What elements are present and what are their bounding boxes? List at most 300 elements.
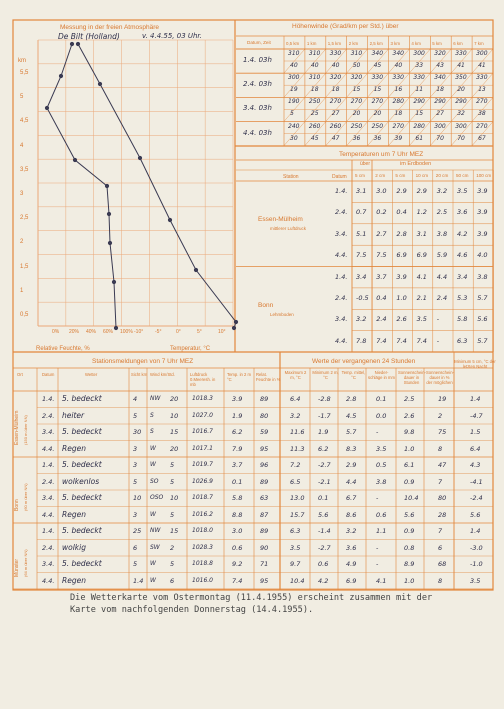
past-value: 0.9 xyxy=(404,477,415,486)
wind-direction-value: 280 xyxy=(413,122,425,130)
wind-speed-value: 13 xyxy=(478,86,486,94)
x-tick-humidity: 20% xyxy=(69,329,80,335)
soil-group-air: über xyxy=(360,161,371,167)
wind-direction-value: 350 xyxy=(455,74,467,82)
wind-speed-value: 45 xyxy=(310,134,319,142)
soil-row-date: 3.4. xyxy=(335,229,348,238)
wind-direction-value: 300 xyxy=(413,50,425,57)
past-value: -4.1 xyxy=(470,477,483,486)
obs-visibility: 3 xyxy=(133,444,138,453)
profile-point xyxy=(105,184,108,187)
wind-direction-value: 290 xyxy=(455,98,467,106)
soil-temperature-value: 3.4 xyxy=(457,272,468,281)
past-value: 3.2 xyxy=(346,527,357,535)
obs-place-altitude: (150 m über NN) xyxy=(23,415,28,445)
caption xyxy=(70,592,490,616)
obs-humidity: 87 xyxy=(260,510,269,519)
soil-temperature-value: 2.6 xyxy=(396,315,407,324)
wind-speed-value: 20 xyxy=(457,86,465,94)
profile-title: Messung in der freien Atmosphäre xyxy=(60,24,159,31)
obs-date: 2.4. xyxy=(42,543,55,552)
past-value: 2.6 xyxy=(404,411,415,420)
obs-col-header: Wind km/Std. xyxy=(150,372,175,377)
obs-pressure: 1016.2 xyxy=(192,510,213,518)
obs-pressure: 1019.7 xyxy=(192,461,213,468)
caption-line-2: Karte vom nachfolgenden Donnerstag (14.4.1955). xyxy=(70,605,314,615)
past-value: 3.2 xyxy=(290,411,301,420)
soil-row-date: 2.4. xyxy=(335,208,348,217)
past-value: 75 xyxy=(438,428,447,436)
soil-temperature-value: 6.3 xyxy=(457,336,468,345)
soil-temperature-value: 4.0 xyxy=(477,251,488,260)
wind-row-date: 2.4. 03h xyxy=(243,80,272,89)
wind-speed-value: 15 xyxy=(373,86,382,94)
soil-col-header: 20 cm xyxy=(435,173,449,178)
past-value: 6.9 xyxy=(346,576,357,585)
obs-pressure: 1028.3 xyxy=(192,543,213,551)
obs-date: 2.4. xyxy=(42,411,55,420)
obs-pressure: 1018.3 xyxy=(192,395,213,402)
obs-col-header: Sicht km xyxy=(131,372,148,377)
wind-speed-value: 39 xyxy=(394,134,403,142)
wind-speed-value: 41 xyxy=(457,62,465,69)
wind-speed-value: 27 xyxy=(331,110,340,118)
obs-wind-direction: W xyxy=(150,576,156,584)
profile-point xyxy=(112,280,115,283)
x-tick-humidity: 100% xyxy=(120,329,133,335)
soil-temperature-value: 2.4 xyxy=(376,315,387,324)
soil-temperature-value: 7.4 xyxy=(416,336,427,345)
obs-weather: 5. bedeckt xyxy=(62,526,102,535)
profile-xlabel-temperature: Temperatur, °C xyxy=(170,346,211,352)
wind-speed-value: 40 xyxy=(310,62,319,69)
soil-title: Temperaturen um 7 Uhr MEZ xyxy=(339,151,424,158)
obs-wind-speed: 5 xyxy=(170,510,175,519)
y-tick-label: 3,5 xyxy=(20,166,29,173)
obs-humidity: 89 xyxy=(260,477,269,486)
profile-xlabel-humidity: Relative Feuchte, % xyxy=(36,346,90,352)
past-value: 28 xyxy=(438,510,447,519)
wind-col-header: 6 km xyxy=(453,41,463,46)
soil-col-header: 10 cm xyxy=(415,173,429,178)
soil-station-sub: mittlerer Luftdruck xyxy=(270,226,307,231)
obs-visibility: 6 xyxy=(133,543,138,552)
wind-speed-value: 32 xyxy=(457,110,465,118)
past-value: 4.4 xyxy=(346,477,357,486)
obs-temperature: 0.1 xyxy=(232,477,243,486)
past-value: 10.4 xyxy=(404,494,419,502)
wind-direction-value: 290 xyxy=(434,98,446,106)
profile-point xyxy=(107,212,110,215)
y-tick-label: 1 xyxy=(20,287,24,294)
past-value: 8.9 xyxy=(404,560,415,568)
wind-speed-value: 30 xyxy=(290,134,298,142)
past-col-header: Sonnenschein-dauer in % der möglichen xyxy=(426,370,454,385)
wind-direction-value: 270 xyxy=(476,122,488,130)
soil-temperature-value: 5.8 xyxy=(457,315,468,324)
past-value: 0.8 xyxy=(404,543,415,552)
past-value: 4.1 xyxy=(376,576,387,585)
wind-direction-value: 270 xyxy=(329,98,342,106)
past-value: 2.9 xyxy=(346,461,357,469)
obs-weather: heiter xyxy=(62,410,85,420)
wind-speed-value: 45 xyxy=(373,62,382,69)
obs-date: 1.4. xyxy=(42,395,55,403)
temperature-curve xyxy=(78,44,236,328)
obs-wind-direction: S xyxy=(150,411,154,419)
past-value: 4.3 xyxy=(470,461,481,469)
wind-direction-value: 340 xyxy=(434,74,446,82)
obs-wind-speed: 15 xyxy=(170,527,179,535)
wind-col-header: 1 km xyxy=(306,41,317,46)
past-value: 7 xyxy=(438,477,443,486)
y-tick-label: 2 xyxy=(20,239,24,246)
obs-wind-speed: 10 xyxy=(170,411,179,420)
obs-visibility: 5 xyxy=(133,560,138,568)
profile-y-unit: km xyxy=(18,58,26,64)
past-value: 2 xyxy=(438,411,443,420)
obs-place-name: Münster xyxy=(14,558,20,577)
past-col-header: Sonnenschein-dauer in Stunden xyxy=(398,370,426,385)
wind-speed-value: 36 xyxy=(373,134,382,142)
y-tick-label: 5,5 xyxy=(20,70,29,76)
profile-station: De Bilt (Holland) xyxy=(58,32,120,41)
past-value: 19 xyxy=(438,395,447,403)
soil-temperature-value: 7.8 xyxy=(356,336,367,345)
obs-visibility: 10 xyxy=(133,494,142,502)
past-value: -2.7 xyxy=(318,461,331,469)
past-value: 6.1 xyxy=(404,461,415,469)
obs-temperature: 6.2 xyxy=(232,428,243,436)
past-value: 3.8 xyxy=(376,477,387,486)
profile-point xyxy=(234,320,237,323)
obs-weather: 5. bedeckt xyxy=(62,460,102,469)
profile-point xyxy=(108,241,111,244)
past-col-header: Temp. mittel, °C xyxy=(341,370,366,380)
wind-direction-value: 250 xyxy=(371,122,384,130)
soil-row-date: 4.4. xyxy=(335,336,348,345)
past-value: 4.5 xyxy=(346,411,357,420)
obs-place-name: Essen-Mülheim xyxy=(14,410,20,445)
obs-wind-speed: 10 xyxy=(170,494,179,502)
obs-pressure: 1016.7 xyxy=(192,428,213,435)
past-value: 5.7 xyxy=(346,428,357,436)
past-value: -1.0 xyxy=(470,560,483,568)
soil-temperature-value: 3.0 xyxy=(376,187,387,195)
wind-direction-value: 270 xyxy=(392,122,404,130)
wind-direction-value: 260 xyxy=(308,122,321,130)
soil-group-soil: im Erdboden xyxy=(400,161,432,167)
wind-direction-value: 300 xyxy=(455,122,467,130)
wind-direction-value: 330 xyxy=(455,50,467,57)
soil-temperature-value: 4.4 xyxy=(436,272,448,281)
obs-wind-direction: NW xyxy=(150,395,161,402)
past-value: 1.1 xyxy=(376,527,387,535)
wind-speed-value: 27 xyxy=(436,110,444,118)
past-value: 0.6 xyxy=(376,510,387,519)
soil-temperature-value: -0.5 xyxy=(356,293,369,302)
obs-visibility: 5 xyxy=(133,477,138,486)
soil-temperature-value: 2.5 xyxy=(436,208,448,217)
soil-temperature-value: 2.7 xyxy=(376,229,387,238)
soil-temperature-value: 6.9 xyxy=(416,251,427,260)
past-value: 68 xyxy=(438,560,447,568)
obs-visibility: 30 xyxy=(133,428,142,436)
soil-temperature-value: 0.2 xyxy=(376,208,387,217)
soil-temperature-value: 7.4 xyxy=(376,336,387,345)
profile-point xyxy=(45,106,48,109)
past-value: 10.4 xyxy=(290,576,305,585)
soil-temperature-value: 2.9 xyxy=(396,187,407,195)
soil-temperature-value: 7.4 xyxy=(396,336,407,345)
past-value: 7 xyxy=(438,527,443,535)
obs-date: 4.4. xyxy=(42,444,55,453)
soil-temperature-value: 5.9 xyxy=(436,251,448,260)
obs-date: 4.4. xyxy=(42,510,55,519)
wind-direction-value: 260 xyxy=(329,122,342,130)
wind-col-header-first: Datum, Zeit xyxy=(247,40,271,45)
obs-wind-direction: W xyxy=(150,510,156,518)
obs-humidity: 95 xyxy=(260,444,269,453)
past-value: 3.6 xyxy=(346,543,357,552)
profile-point xyxy=(232,326,235,329)
wind-speed-value: 41 xyxy=(478,62,486,69)
profile-point xyxy=(138,156,141,159)
wind-col-header: 5 km xyxy=(432,41,442,46)
y-tick-label: 3 xyxy=(20,191,24,197)
wind-speed-value: 15 xyxy=(352,86,361,94)
obs-temperature: 7.9 xyxy=(232,444,243,453)
obs-visibility: 3 xyxy=(133,510,138,519)
soil-temperature-value: 3.8 xyxy=(477,272,488,281)
profile-point xyxy=(98,82,101,85)
x-tick-temperature: -10° xyxy=(134,329,144,335)
wind-direction-value: 280 xyxy=(392,98,404,106)
soil-temperature-value: 3.6 xyxy=(457,208,468,217)
wind-direction-value: 340 xyxy=(371,50,384,57)
wind-col-header: 0,5 km xyxy=(286,41,300,46)
atmosphere-profile-grid xyxy=(38,40,233,326)
obs-wind-direction: SO xyxy=(150,477,159,485)
wind-speed-value: 40 xyxy=(394,62,403,69)
past-value: 6.5 xyxy=(290,477,301,486)
past-value: 1.0 xyxy=(404,576,415,585)
obs-temperature: 5.8 xyxy=(232,494,243,502)
soil-temperature-value: 7.5 xyxy=(376,251,387,260)
soil-temperature-value: 3.2 xyxy=(356,315,367,324)
obs-date: 3.4. xyxy=(42,560,55,568)
wind-speed-value: 18 xyxy=(394,110,403,118)
wind-speed-value: 70 xyxy=(457,134,465,142)
past-value: 11.6 xyxy=(290,428,305,436)
past-value: - xyxy=(376,560,379,568)
soil-row-date: 1.4. xyxy=(335,272,348,281)
obs-wind-direction: OSO xyxy=(150,494,164,501)
obs-col-header: Datum xyxy=(42,372,55,377)
soil-temperature-value: 2.8 xyxy=(396,229,407,238)
y-tick-label: 4,5 xyxy=(20,118,29,125)
past-value: -4.7 xyxy=(470,411,483,420)
soil-col-station: Station xyxy=(283,174,299,180)
obs-date: 1.4. xyxy=(42,461,55,469)
obs-place-altitude: (64 m über NN) xyxy=(23,549,28,577)
wind-speed-value: 67 xyxy=(478,134,486,142)
wind-col-header: 1,5 km xyxy=(327,41,341,46)
wind-row-date: 1.4. 03h xyxy=(243,56,272,64)
obs-col-header: Relat. Feuchte in % xyxy=(256,372,281,382)
stations-title: Stationsmeldungen von 7 Uhr MEZ xyxy=(92,358,194,365)
obs-wind-speed: 6 xyxy=(170,576,175,585)
obs-weather: wolkenlos xyxy=(62,476,100,486)
obs-temperature: 1.9 xyxy=(232,411,243,420)
wind-direction-value: 250 xyxy=(308,98,321,106)
wind-direction-value: 290 xyxy=(413,98,425,106)
past-value: 6.2 xyxy=(318,444,329,453)
obs-temperature: 0.6 xyxy=(232,543,243,552)
x-tick-temperature: 0° xyxy=(176,329,181,335)
soil-station-name: Bonn xyxy=(258,301,274,309)
past-value: 80 xyxy=(438,494,447,502)
wind-direction-value: 320 xyxy=(434,50,446,57)
obs-wind-direction: NW xyxy=(150,527,161,534)
obs-temperature: 3.0 xyxy=(232,527,243,535)
obs-place-name: Bonn xyxy=(14,499,20,511)
obs-col-header: Ort xyxy=(17,372,23,377)
wind-col-header: 3 km xyxy=(390,41,401,46)
past-value: 3.5 xyxy=(376,444,387,453)
soil-temperature-value: 3.7 xyxy=(376,272,387,281)
soil-col-header: 5 cm xyxy=(355,173,365,178)
obs-wind-direction: W xyxy=(150,444,156,452)
profile-point xyxy=(114,326,117,329)
past-title: Werte der vergangenen 24 Stunden xyxy=(312,358,416,365)
past-value: 9.8 xyxy=(404,428,415,436)
wind-col-header: 7 km xyxy=(474,41,484,46)
past-value: 6.7 xyxy=(346,494,357,502)
past-value: 2.5 xyxy=(404,395,415,403)
wind-speed-value: 5 xyxy=(290,110,294,118)
obs-humidity: 89 xyxy=(260,527,269,535)
wind-speed-value: 18 xyxy=(331,86,340,94)
obs-visibility: 4 xyxy=(133,395,138,403)
past-value: 1.9 xyxy=(318,428,329,436)
past-value: -1.4 xyxy=(318,527,331,535)
obs-wind-direction: SW xyxy=(150,543,160,551)
wind-speed-value: 20 xyxy=(352,110,361,118)
past-value: 0.1 xyxy=(376,395,387,403)
wind-direction-value: 330 xyxy=(329,50,342,57)
wind-speed-value: 43 xyxy=(436,62,444,69)
obs-temperature: 3.9 xyxy=(232,395,243,403)
wind-col-header: 2 km xyxy=(348,41,359,46)
wind-direction-value: 270 xyxy=(371,98,384,106)
soil-row-date: 1.4. xyxy=(335,187,348,195)
wind-direction-value: 270 xyxy=(476,98,488,106)
obs-col-header: Temp. in 2 m °C xyxy=(227,372,251,382)
soil-temperature-value: 0.4 xyxy=(396,208,407,217)
soil-row-date: 3.4. xyxy=(335,315,348,324)
obs-date: 3.4. xyxy=(42,494,55,502)
past-value: 0.6 xyxy=(318,560,329,568)
obs-wind-direction: S xyxy=(150,428,154,435)
obs-weather: 5. bedeckt xyxy=(62,427,102,436)
profile-point xyxy=(59,74,62,77)
x-tick-humidity: 60% xyxy=(103,329,114,335)
past-value: 8.6 xyxy=(346,510,357,519)
soil-temperature-value: 4.6 xyxy=(457,251,468,260)
soil-temperature-value: 2.1 xyxy=(416,293,427,302)
soil-temperature-value: 6.9 xyxy=(396,251,407,260)
wind-direction-value: 320 xyxy=(329,74,342,82)
soil-station-name: Essen-Mülheim xyxy=(258,216,303,223)
soil-col-header: 100 cm xyxy=(476,173,492,178)
wind-speed-value: 40 xyxy=(290,62,298,69)
wind-speed-value: 15 xyxy=(415,110,424,118)
obs-humidity: 95 xyxy=(260,576,269,585)
soil-temperature-value: 0.7 xyxy=(356,208,367,217)
past-value: 5.6 xyxy=(318,510,329,519)
obs-date: 1.4. xyxy=(42,527,55,535)
soil-row-date: 4.4. xyxy=(335,251,348,260)
soil-col-header: 2 cm xyxy=(375,173,386,178)
wind-direction-value: 300 xyxy=(476,50,488,57)
x-tick-humidity: 0% xyxy=(52,329,60,335)
wind-col-header: 2,5 km xyxy=(369,41,383,46)
obs-date: 2.4. xyxy=(42,477,55,486)
obs-col-header: Wetter xyxy=(85,372,98,377)
past-value: 1.0 xyxy=(404,444,415,453)
obs-pressure: 1027.0 xyxy=(192,411,213,419)
x-tick-temperature: -5° xyxy=(155,329,162,335)
soil-temperature-value: 5.1 xyxy=(356,229,367,238)
past-value: 9.7 xyxy=(290,560,301,568)
obs-pressure: 1026.9 xyxy=(192,477,213,485)
obs-visibility: 25 xyxy=(133,527,142,535)
obs-wind-speed: 20 xyxy=(170,395,179,403)
x-tick-temperature: 10° xyxy=(218,329,226,335)
soil-temperature-value: 7.5 xyxy=(356,251,367,260)
y-tick-label: 4 xyxy=(20,142,24,149)
wind-row-date: 3.4. 03h xyxy=(243,104,272,113)
caption-line-1: Die Wetterkarte vom Ostermontag (11.4.1955) erscheint zusammen mit der xyxy=(70,593,433,603)
past-value: 7.2 xyxy=(290,461,301,469)
wind-speed-value: 19 xyxy=(290,86,298,94)
soil-temperature-value: 4.1 xyxy=(416,272,427,281)
past-value: -2.1 xyxy=(318,477,331,486)
past-value: 6.4 xyxy=(290,395,301,403)
obs-weather: Regen xyxy=(62,509,86,519)
obs-humidity: 96 xyxy=(260,461,269,469)
obs-wind-speed: 2 xyxy=(170,543,175,552)
past-value: 15.7 xyxy=(290,510,305,519)
soil-temperature-value: 3.8 xyxy=(436,229,448,238)
past-value: - xyxy=(376,494,379,502)
soil-temperature-value: 3.9 xyxy=(477,229,488,238)
x-tick-temperature: 5° xyxy=(197,329,202,335)
wind-speed-value: 11 xyxy=(415,86,424,94)
obs-wind-direction: W xyxy=(150,560,156,567)
y-tick-label: 5 xyxy=(20,94,24,101)
obs-temperature: 7.4 xyxy=(232,576,243,585)
obs-humidity: 90 xyxy=(260,543,269,552)
profile-point xyxy=(194,268,197,271)
obs-wind-speed: 15 xyxy=(170,428,179,436)
past-extra-header: Minimum 5 cm, °C der letzten Nacht xyxy=(454,359,496,369)
past-value: -2.7 xyxy=(318,543,331,552)
soil-temperature-value: 5.7 xyxy=(477,336,488,345)
atmosphere-profile-curves xyxy=(45,42,237,329)
past-value: 1.4 xyxy=(470,527,481,535)
